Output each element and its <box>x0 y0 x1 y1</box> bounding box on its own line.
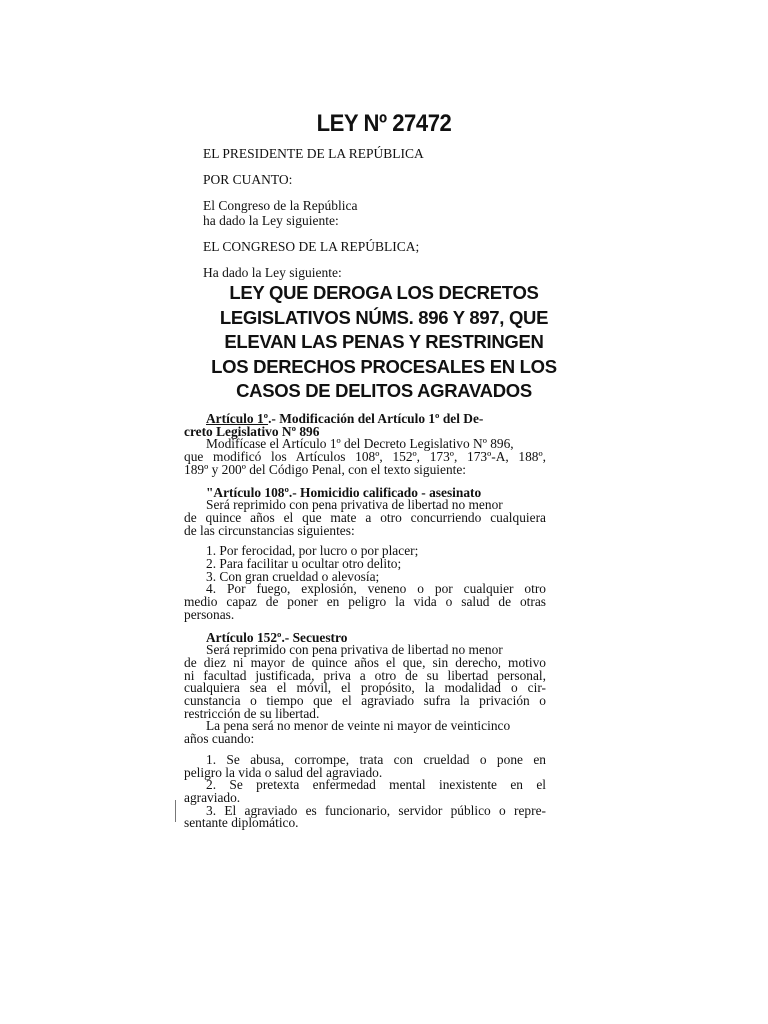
article1-title-rest: .- Modificación del Artículo 1º del De- <box>268 411 484 426</box>
scan-margin-mark <box>175 800 177 822</box>
heading-line: LEGISLATIVOS NÚMS. 896 Y 897, QUE <box>219 306 549 328</box>
article152-text2-line: años cuando: <box>184 731 255 747</box>
article108-text-line: Será reprimido con pena privativa de libertad no menor <box>206 497 503 513</box>
article108-text-line: de quince años el que mate a otro concurriendo cualquiera <box>184 509 546 525</box>
law-heading <box>0 281 768 404</box>
article152-item: 2. Se pretexta enfermedad mental inexistente en el <box>206 777 546 793</box>
article108-item: personas. <box>184 606 235 622</box>
article152-title: Artículo 152º.- Secuestro <box>206 629 348 645</box>
preamble <box>203 146 563 291</box>
preamble-congress-line1: El Congreso de la República <box>203 198 358 213</box>
heading-line: CASOS DE DELITOS AGRAVADOS <box>236 380 532 401</box>
article108-title: "Artículo 108º.- Homicidio calificado - asesinato <box>206 484 482 500</box>
article108-text-line: de las circunstancias siguientes: <box>184 522 355 538</box>
preamble-president: EL PRESIDENTE DE LA REPÚBLICA <box>203 146 424 161</box>
article152-text-line: Será reprimido con pena privativa de libertad no menor <box>206 642 503 658</box>
article108-item: 4. Por fuego, explosión, veneno o por cualquier otro <box>206 581 546 597</box>
article108-item: 3. Con gran crueldad o alevosía; <box>206 568 380 584</box>
preamble-por-cuanto: POR CUANTO: <box>203 172 293 187</box>
article1-text-line: Modifícase el Artículo 1º del Decreto Legislativo Nº 896, <box>206 436 514 452</box>
article152-text-line: cualquiera sea el móvil, el propósito, la modalidad o cir- <box>184 680 546 696</box>
article108-item: medio capaz de poner en peligro la vida o salud de otras <box>184 594 546 610</box>
preamble-congress-statement <box>203 198 563 228</box>
heading-line: ELEVAN LAS PENAS Y RESTRINGEN <box>224 331 544 352</box>
preamble-congress: EL CONGRESO DE LA REPÚBLICA; <box>203 239 420 254</box>
heading-line: LEY QUE DEROGA LOS DECRETOS <box>229 282 539 303</box>
law-title: LEY Nº 27472 <box>316 110 452 137</box>
article1-label: Artículo 1º <box>206 411 269 426</box>
article108-item: 1. Por ferocidad, por lucro o por placer; <box>206 543 419 559</box>
article152-text-line: restricción de su libertad. <box>184 705 320 721</box>
article152-item: 1. Se abusa, corrompe, trata con crueldad o pone en <box>206 751 546 767</box>
article1-text-line: 189º y 200º del Código Penal, con el texto siguiente: <box>184 461 467 477</box>
heading-line: LOS DERECHOS PROCESALES EN LOS <box>211 355 557 377</box>
article152-text2-line: La pena será no menor de veinte ni mayor de veinticinco <box>206 718 511 734</box>
article108-item: 2. Para facilitar u ocultar otro delito; <box>206 556 402 572</box>
article152-text-line: cunstancia o tiempo que el agraviado sufra la privación o <box>184 693 546 709</box>
article152-text-line: de diez ni mayor de quince años el que, sin derecho, motivo <box>184 654 546 670</box>
article152-text-line: ni facultad justificada, priva a otro de su libertad personal, <box>184 667 546 683</box>
article1-text-line: que modificó los Artículos 108º, 152º, 173º, 173º-A, 188º, <box>184 449 546 465</box>
preamble-congress-line2: ha dado la Ley siguiente: <box>203 213 339 228</box>
article152-item: 3. El agraviado es funcionario, servidor público o repre- <box>206 802 546 818</box>
article1-title-line2: creto Legislativo Nº 896 <box>184 423 320 439</box>
law-body <box>184 413 546 830</box>
article152-item: agraviado. <box>184 789 241 805</box>
preamble-ha-dado: Ha dado la Ley siguiente: <box>203 265 342 280</box>
article152-item: sentante diplomático. <box>184 815 299 831</box>
article152-item: peligro la vida o salud del agraviado. <box>184 764 383 780</box>
